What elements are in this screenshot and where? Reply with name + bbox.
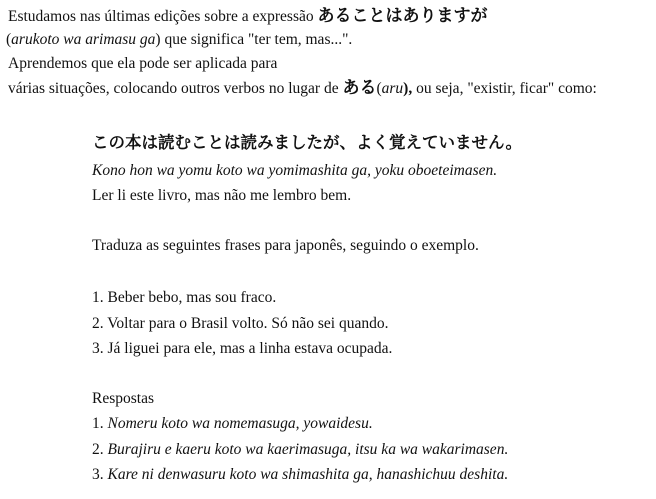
exercise-item-2: 2. Voltar para o Brasil volto. Só não sei quando. [92,315,389,332]
expression-romaji: arukoto wa arimasu ga [11,31,156,48]
answer-3-text: Kare ni denwasuru koto wa shimashita ga, hanashichuu deshita. [107,466,509,483]
intro-text-2: ) que significa "ter tem, mas...". [155,31,353,48]
intro-text-4: várias situações, colocando outros verbos no lugar de [8,80,343,97]
intro-text-1: Estudamos nas últimas edições sobre a expressão [8,8,318,25]
answer-1 [92,414,373,434]
intro-text-5: ou seja, "existir, ficar" como: [412,80,597,97]
example-japanese: この本は読むことは読みましたが、よく覚えていません。 [92,133,522,152]
paren-close-2: ), [403,80,413,97]
paren-open-2: ( [376,80,382,97]
expression-japanese: あることはありますが [317,6,488,26]
intro-line-1 [8,6,488,27]
answer-2-text: Burajiru e kaeru koto wa kaerimasuga, itsu ka wa wakarimasen. [107,441,509,458]
aru-japanese: ある [342,78,377,98]
exercise-item-1: 1. Beber bebo, mas sou fraco. [92,289,277,306]
answer-3-number: 3. [92,466,108,483]
exercise-instruction: Traduza as seguintes frases para japonês, seguindo o exemplo. [92,237,479,254]
example-romaji: Kono hon wa yomu koto wa yomimashita ga, yoku oboeteimasen. [92,162,498,179]
answer-1-number: 1. [92,415,108,432]
intro-line-4 [8,78,597,99]
example-translation: Ler li este livro, mas não me lembro bem. [92,187,352,204]
exercise-item-3: 3. Já liguei para ele, mas a linha estava ocupada. [92,340,393,357]
answer-2-number: 2. [92,441,108,458]
answer-1-text: Nomeru koto wa nomemasuga, yowaidesu. [107,415,373,432]
answer-2 [92,440,508,460]
answer-3 [92,465,508,485]
aru-romaji: aru [381,80,404,97]
intro-line-2 [6,30,352,50]
intro-line-3 [8,54,277,74]
answers-heading: Respostas [92,390,154,407]
intro-text-3: Aprendemos que ela pode ser aplicada para [8,55,278,72]
paren-open: ( [6,31,12,48]
